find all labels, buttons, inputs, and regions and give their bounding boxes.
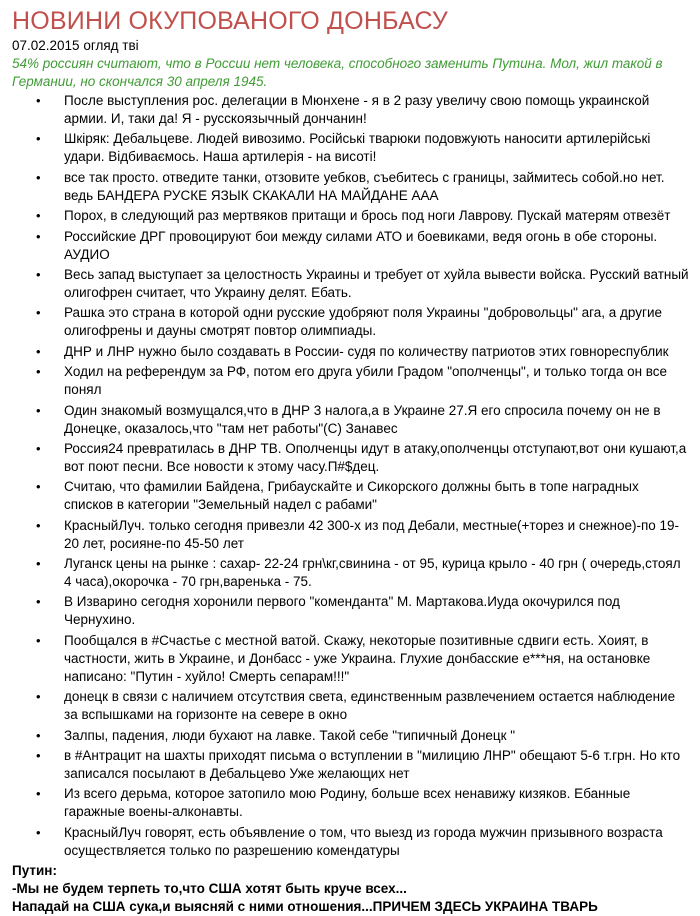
list-item-text: Российские ДРГ провоцируют бои между силами АТО и боевиками, ведя огонь в обе стороны. АУДИО	[64, 228, 658, 262]
list-item-text: Шкіряк: Дебальцеве. Людей вивозимо. Російські тварюки подовжують наносити артилерійські удари. Відбиваємось. Наша артилерія - на висоті!	[64, 131, 651, 165]
bullet-icon: •	[36, 208, 41, 224]
bullet-icon: •	[36, 689, 41, 705]
list-item-text: Один знакомый возмущался,что в ДНР 3 налога,а в Украине 27.Я его спросила почему он не в Донецке, оказалось,что "там нет работы"(С) Занавес	[64, 402, 661, 436]
list-item	[12, 440, 690, 476]
bullet-icon: •	[36, 517, 41, 533]
news-list	[12, 92, 690, 860]
bullet-icon: •	[36, 748, 41, 764]
list-item	[12, 130, 690, 166]
bullet-icon: •	[36, 266, 41, 282]
list-item	[12, 207, 690, 225]
list-item	[12, 478, 690, 514]
bullet-icon: •	[36, 131, 41, 147]
list-item-text: Весь запад выступает за целостность Украины и требует от хуйла вывести войска. Русский ватный олигофрен считает, что Украину делят. Ебать.	[64, 266, 689, 300]
list-item	[12, 304, 690, 340]
list-item	[12, 228, 690, 264]
list-item-text: донецк в связи с наличием отсутствия света, единственным развлечением остается наблюдение за вспышками на горизонте на севере в окно	[64, 689, 676, 723]
list-item-text: Рашка это страна в которой одни русские удобряют поля Украины "добровольцы" ага, а другие олигофрены и дауны смотрят повтор олимпиады.	[64, 305, 662, 339]
list-item-text: ДНР и ЛНР нужно было создавать в России- судя по количеству патриотов этих говнореспублик	[64, 343, 669, 359]
list-item-text: КрасныйЛуч. только сегодня привезли 42 300-х из под Дебали, местные(+торез и снежное)-по 19-20 лет, росияне-по 45-50 лет	[64, 517, 680, 551]
bullet-icon: •	[36, 786, 41, 802]
list-item-text: КрасныйЛуч говорят, есть объявление о том, что выезд из города мужчин призывного возраста осуществляется только по разрешению комендатуры	[64, 824, 663, 858]
list-item-text: в #Антрацит на шахты приходят письма о вступлении в "милицию ЛНР" обещают 5-6 т.грн. Но кто записался посылают в Дебальцево Уже желающих нет	[64, 748, 681, 782]
list-item-text: В Изварино сегодня хоронили первого "коменданта" М. Мартакова.Иуда окочурился под Чернухино.	[64, 594, 620, 628]
list-item	[12, 169, 690, 205]
bullet-icon: •	[36, 402, 41, 418]
bullet-icon: •	[36, 169, 41, 185]
footer-line-speaker: Путин:	[12, 863, 57, 879]
list-item	[12, 747, 690, 783]
bullet-icon: •	[36, 594, 41, 610]
list-item-text: Россия24 превратилась в ДНР ТВ. Ополченцы идут в атаку,ополченцы отступают,вот они кушают,а вот поют песни. Все новости к этому часу.П#$дец.	[64, 440, 687, 474]
list-item-text: Считаю, что фамилии Байдена, Грибаускайте и Сикорского должны быть в топе наградных списков в категории "Земельный надел с рабами"	[64, 479, 639, 513]
list-item-text: Залпы, падения, люди бухают на лавке. Такой себе "типичный Донецк "	[64, 727, 516, 743]
list-item	[12, 266, 690, 302]
bullet-icon: •	[36, 479, 41, 495]
list-item-text: все так просто. отведите танки, отзовите уебков, съебитесь с границы, займитесь собой.но нет. ведь БАНДЕРА РУСКЕ ЯЗЫК СКАКАЛИ НА МАЙДАНЕ ААА	[64, 169, 665, 203]
bullet-icon: •	[36, 343, 41, 359]
bullet-icon: •	[36, 556, 41, 572]
bullet-icon: •	[36, 727, 41, 743]
bullet-icon: •	[36, 305, 41, 321]
page-title: НОВИНИ ОКУПОВАНОГО ДОНБАСУ	[12, 7, 448, 35]
list-item-text: Ходил на референдум за РФ, потом его друга убили Градом "ополченцы", и только тогда он все понял	[64, 364, 668, 398]
dateline: 07.02.2015 огляд тві	[12, 38, 139, 53]
list-item	[12, 727, 690, 745]
bullet-icon: •	[36, 228, 41, 244]
bullet-icon: •	[36, 824, 41, 840]
footer-line-quote: -Мы не будем терпеть то,что США хотят быть круче всех...	[12, 881, 407, 897]
list-item	[12, 824, 690, 860]
footer-line-quote-2: Нападай на США сука,и выясняй с ними отношения...ПРИЧЕМ ЗДЕСЬ УКРАИНА ТВАРЬ	[12, 899, 598, 915]
list-item	[12, 688, 690, 724]
bullet-icon: •	[36, 93, 41, 108]
list-item-text: Порох, в следующий раз мертвяков притащи и брось под ноги Лаврову. Пускай матерям отвезёт	[64, 208, 671, 224]
list-item	[12, 593, 690, 629]
bullet-icon: •	[36, 364, 41, 380]
list-item	[12, 555, 690, 591]
list-item-text: Луганск цены на рынке : сахар- 22-24 грн\кг,свинина - от 95, курица крыло - 40 грн ( очередь,стоял 4 часа),окорочка - 70 грн,варенька - 75.	[64, 556, 681, 590]
list-item	[12, 363, 690, 399]
lead-paragraph: 54% россиян считают, что в России нет человека, способного заменить Путина. Мол, жил такой в Германии, но скончался 30 апреля 1945.	[12, 56, 663, 89]
list-item	[12, 517, 690, 553]
list-item	[12, 402, 690, 438]
list-item-text: После выступления рос. делегации в Мюнхене - я в 2 разу увеличу свою помощь украинской армии. И, таки да! Я - русскоязычный дончанин!	[64, 93, 650, 126]
list-item	[12, 343, 690, 361]
list-item-text: Пообщался в #Счастье с местной ватой. Скажу, некоторые позитивные сдвиги есть. Хоият, в частности, жить в Украине, и Донбасс - уже Украина. Глухие донбасские е***ня, на остановке написано: "Путин - хуйло! Смерть сепарам!!!"	[64, 632, 651, 684]
footer-quote	[12, 862, 690, 916]
list-item-text: Из всего дерьма, которое затопило мою Родину, больше всех ненавижу кизяков. Ебанные гаражные воены-алконавты.	[64, 786, 631, 820]
list-item	[12, 632, 690, 686]
list-item	[12, 92, 690, 128]
bullet-icon: •	[36, 440, 41, 456]
bullet-icon: •	[36, 632, 41, 648]
list-item	[12, 785, 690, 821]
